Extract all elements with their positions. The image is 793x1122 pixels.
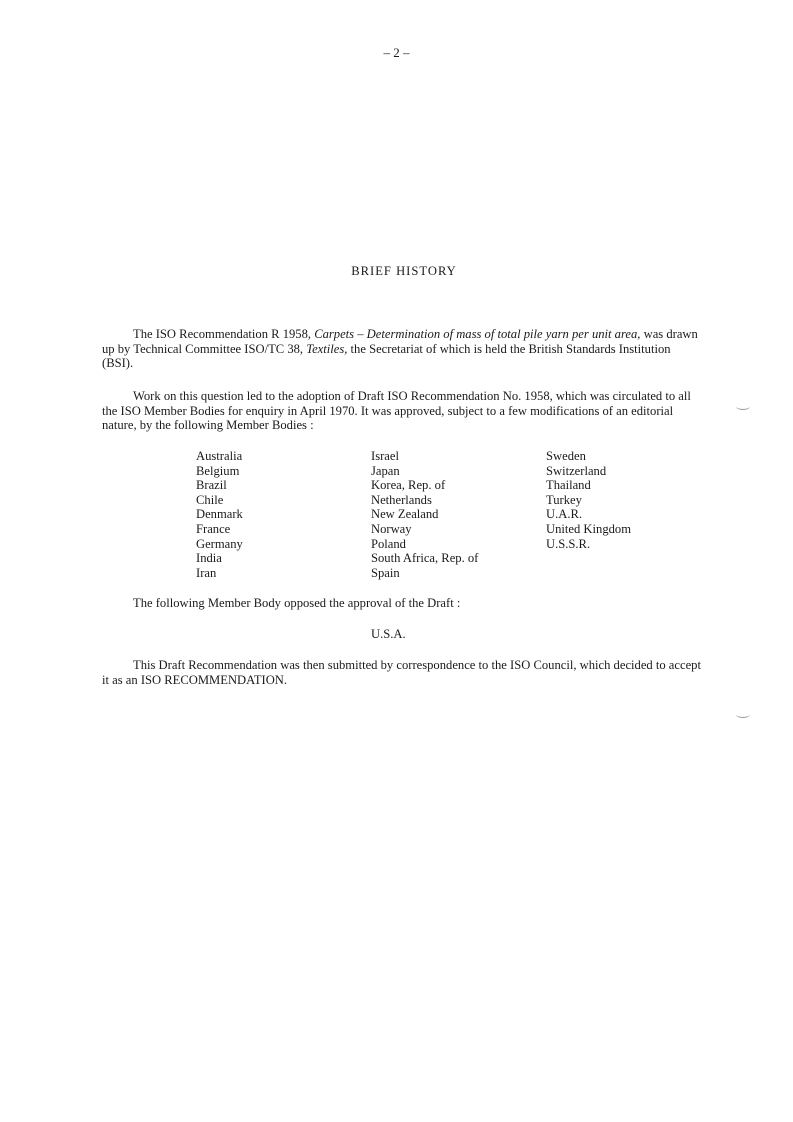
opposed-member: U.S.A. bbox=[371, 627, 406, 641]
member-item: Iran bbox=[196, 565, 217, 580]
member-item: Netherlands bbox=[371, 492, 432, 507]
member-item: South Africa, Rep. of bbox=[371, 551, 479, 566]
section-heading: BRIEF HISTORY bbox=[351, 264, 457, 278]
approval-text: Work on this question led to the adoption of Draft ISO Recommendation No. 1958, which was circulated to all the ISO Member Bodies for enquiry in April 1970. It was approved, subject to a few modifications of an editorial nature, by the following Member Bodies : bbox=[102, 389, 691, 433]
member-item: Sweden bbox=[546, 449, 586, 463]
member-item: India bbox=[196, 551, 222, 566]
member-item: Belgium bbox=[196, 463, 240, 478]
intro-tail: the Secretariat of which is held the British Standards Institution (BSI). bbox=[102, 341, 671, 371]
member-item: Turkey bbox=[546, 492, 582, 507]
page-number: – 2 – bbox=[383, 45, 410, 60]
member-item: Israel bbox=[371, 449, 399, 463]
intro-paragraph bbox=[102, 327, 702, 371]
member-item: Australia bbox=[196, 449, 243, 463]
conclusion-text: This Draft Recommendation was then submitted by correspondence to the ISO Council, which decided to accept it as an ISO RECOMMENDATION. bbox=[102, 658, 701, 687]
member-item: Thailand bbox=[546, 478, 591, 493]
member-item: Poland bbox=[371, 536, 406, 551]
opposed-statement: The following Member Body opposed the approval of the Draft : bbox=[133, 596, 461, 610]
conclusion-paragraph bbox=[102, 658, 702, 687]
member-item: U.A.R. bbox=[546, 507, 583, 522]
member-item: Brazil bbox=[196, 478, 227, 493]
member-item: New Zealand bbox=[371, 507, 439, 522]
intro-lead: The ISO Recommendation R 1958, bbox=[133, 327, 315, 341]
member-item: Germany bbox=[196, 536, 243, 551]
member-item: United Kingdom bbox=[546, 521, 632, 536]
scan-mark bbox=[736, 403, 750, 410]
member-item: Japan bbox=[371, 463, 400, 478]
member-item: France bbox=[196, 521, 231, 536]
scan-mark bbox=[736, 711, 750, 718]
member-column-3 bbox=[546, 449, 631, 551]
member-column-2 bbox=[371, 449, 478, 580]
standard-title: Carpets – Determination of mass of total pile yarn per unit area, bbox=[314, 327, 641, 341]
member-item: Korea, Rep. of bbox=[371, 478, 446, 493]
member-item: Norway bbox=[371, 521, 412, 536]
member-item: Chile bbox=[196, 492, 224, 507]
member-column-1 bbox=[196, 449, 243, 580]
member-item: Switzerland bbox=[546, 463, 607, 478]
member-item: Denmark bbox=[196, 507, 243, 522]
member-item: U.S.S.R. bbox=[546, 536, 591, 551]
intro-mid: was drawn up by Technical Committee ISO/TC 38, bbox=[102, 327, 698, 356]
committee-name: Textiles, bbox=[306, 341, 348, 356]
approval-paragraph bbox=[102, 389, 702, 433]
member-item: Spain bbox=[371, 565, 400, 580]
